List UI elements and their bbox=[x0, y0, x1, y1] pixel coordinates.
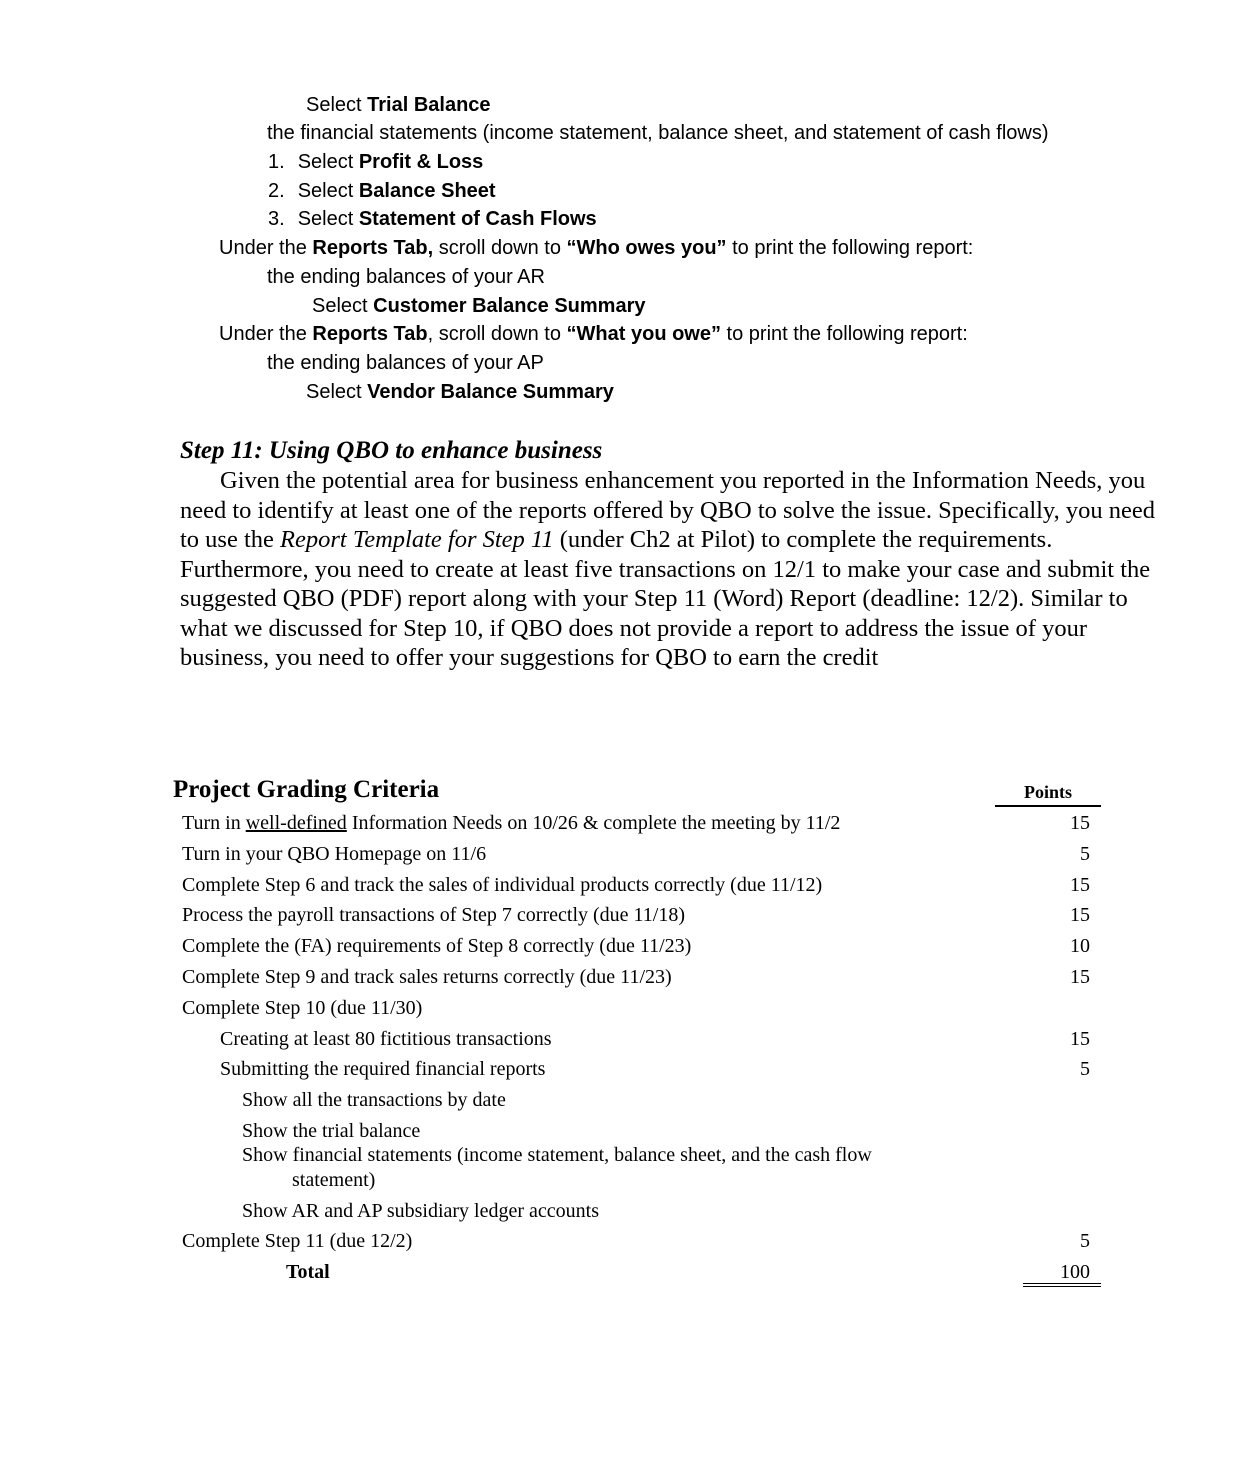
criteria-points: 15 bbox=[1070, 966, 1090, 988]
grading-title: Project Grading Criteria bbox=[173, 776, 440, 803]
criteria-subitem: Show all the transactions by date bbox=[242, 1089, 506, 1111]
criteria-subitem: Show AR and AP subsidiary ledger accounts bbox=[242, 1200, 600, 1222]
ap-intro: the ending balances of your AP bbox=[267, 352, 544, 374]
criteria-row: Turn in well-defined Information Needs on 10/26 & complete the meeting by 11/2 bbox=[182, 812, 841, 834]
reports-tab-ar-instruction: Under the Reports Tab, scroll down to “Who owes you” to print the following report: bbox=[219, 237, 974, 259]
criteria-points: 5 bbox=[1080, 1058, 1090, 1080]
criteria-subrow: Submitting the required financial reports bbox=[220, 1058, 546, 1080]
numbered-item-3: 3. Select Statement of Cash Flows bbox=[268, 208, 597, 230]
criteria-row: Complete Step 11 (due 12/2) bbox=[182, 1230, 413, 1252]
criteria-subitem: Show the trial balance bbox=[242, 1120, 421, 1142]
criteria-points: 15 bbox=[1070, 812, 1090, 834]
criteria-row: Turn in your QBO Homepage on 11/6 bbox=[182, 843, 487, 865]
criteria-points: 15 bbox=[1070, 874, 1090, 896]
criteria-row: Complete Step 9 and track sales returns correctly (due 11/23) bbox=[182, 966, 672, 988]
criteria-points: 10 bbox=[1070, 935, 1090, 957]
financial-statements-intro: the financial statements (income statement, balance sheet, and statement of cash flows) bbox=[267, 122, 1049, 144]
criteria-subrow: Creating at least 80 fictitious transactions bbox=[220, 1028, 552, 1050]
criteria-points: 15 bbox=[1070, 1028, 1090, 1050]
numbered-item-2: 2. Select Balance Sheet bbox=[268, 180, 496, 202]
criteria-points: 5 bbox=[1080, 1230, 1090, 1252]
total-label: Total bbox=[286, 1261, 330, 1283]
total-double-rule bbox=[1023, 1283, 1101, 1287]
criteria-row: Process the payroll transactions of Step 7 correctly (due 11/18) bbox=[182, 904, 686, 926]
total-points: 100 bbox=[1060, 1261, 1090, 1283]
numbered-item-1: 1. Select Profit & Loss bbox=[268, 151, 484, 173]
select-trial-balance: Select Trial Balance bbox=[306, 94, 491, 116]
criteria-row: Complete Step 6 and track the sales of individual products correctly (due 11/12) bbox=[182, 874, 823, 896]
step11-paragraph: Given the potential area for business enhancement you reported in the Information Needs, you need to identify at least one of the reports offered by QBO to solve the issue. Specifically, you need to use the Report Template for Step 11 (under Ch2 at Pilot) to complete the requirements. Furthermore, you need to create at least five transactions on 12/1 to make your case and submit the suggested QBO (PDF) report along with your Step 11 (Word) Report (deadline: 12/2). Similar to what we discussed for Step 10, if QBO does not provide a report to address the issue of your business, you need to offer your suggestions for QBO to earn the credit bbox=[180, 467, 1155, 671]
select-customer-balance-summary: Select Customer Balance Summary bbox=[312, 295, 646, 317]
criteria-points: 5 bbox=[1080, 843, 1090, 865]
criteria-row: Complete Step 10 (due 11/30) bbox=[182, 997, 423, 1019]
criteria-points: 15 bbox=[1070, 904, 1090, 926]
criteria-subitem: Show financial statements (income statement, balance sheet, and the cash flow bbox=[242, 1144, 872, 1166]
criteria-row: Complete the (FA) requirements of Step 8 correctly (due 11/23) bbox=[182, 935, 692, 957]
ar-intro: the ending balances of your AR bbox=[267, 266, 545, 288]
select-vendor-balance-summary: Select Vendor Balance Summary bbox=[306, 381, 614, 403]
step11-title: Step 11: Using QBO to enhance business bbox=[180, 437, 603, 464]
points-header: Points bbox=[995, 782, 1101, 807]
criteria-subitem-cont: statement) bbox=[292, 1169, 376, 1191]
reports-tab-ap-instruction: Under the Reports Tab, scroll down to “What you owe” to print the following report: bbox=[219, 323, 968, 345]
